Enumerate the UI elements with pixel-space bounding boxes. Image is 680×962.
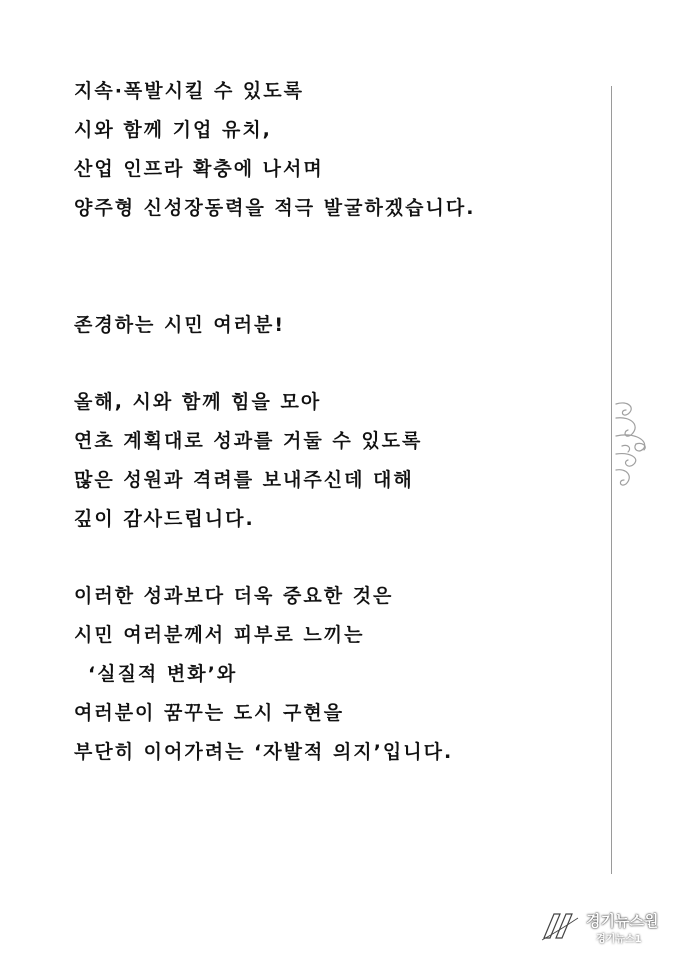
paragraph-gap [74,228,594,306]
text-line: 연초 계획대로 성과를 거둘 수 있도록 [74,430,423,452]
text-line: 존경하는 시민 여러분! [74,314,286,336]
flourish-ornament-icon [614,396,654,496]
watermark-sub: 경기뉴스1 [596,934,642,945]
text-line: 깊이 감사드립니다. [74,508,255,530]
text-line: 시와 함께 기업 유치, [74,119,272,141]
text-line: 부단히 이어가려는 ‘자발적 의지’입니다. [74,741,454,763]
paragraph-gap [74,345,594,383]
paragraph-4 [74,577,594,772]
text-line: 올해, 시와 함께 힘을 모아 [74,391,322,413]
watermark-name: 경기뉴스원 [586,912,659,930]
paragraph-3 [74,383,594,539]
text-line: 산업 인프라 확충에 나서며 [74,158,324,180]
gnt-logo-icon [538,910,582,944]
speech-text [74,72,594,772]
text-line: ‘실질적 변화’와 [88,663,238,685]
text-line: 여러분이 꿈꾸는 도시 구현을 [74,702,345,724]
text-line: 시민 여러분께서 피부로 느끼는 [74,624,365,646]
text-line: 이러한 성과보다 더욱 중요한 것은 [74,585,394,607]
paragraph-gap [74,539,594,577]
text-line: 지속·폭발시킬 수 있도록 [74,80,304,102]
paragraph-1 [74,72,594,228]
vertical-rule [611,86,612,874]
paragraph-2 [74,306,594,345]
watermark-logo [538,908,670,950]
text-line: 양주형 신성장동력을 적극 발굴하겠습니다. [74,197,476,219]
text-line: 많은 성원과 격려를 보내주신데 대해 [74,469,414,491]
